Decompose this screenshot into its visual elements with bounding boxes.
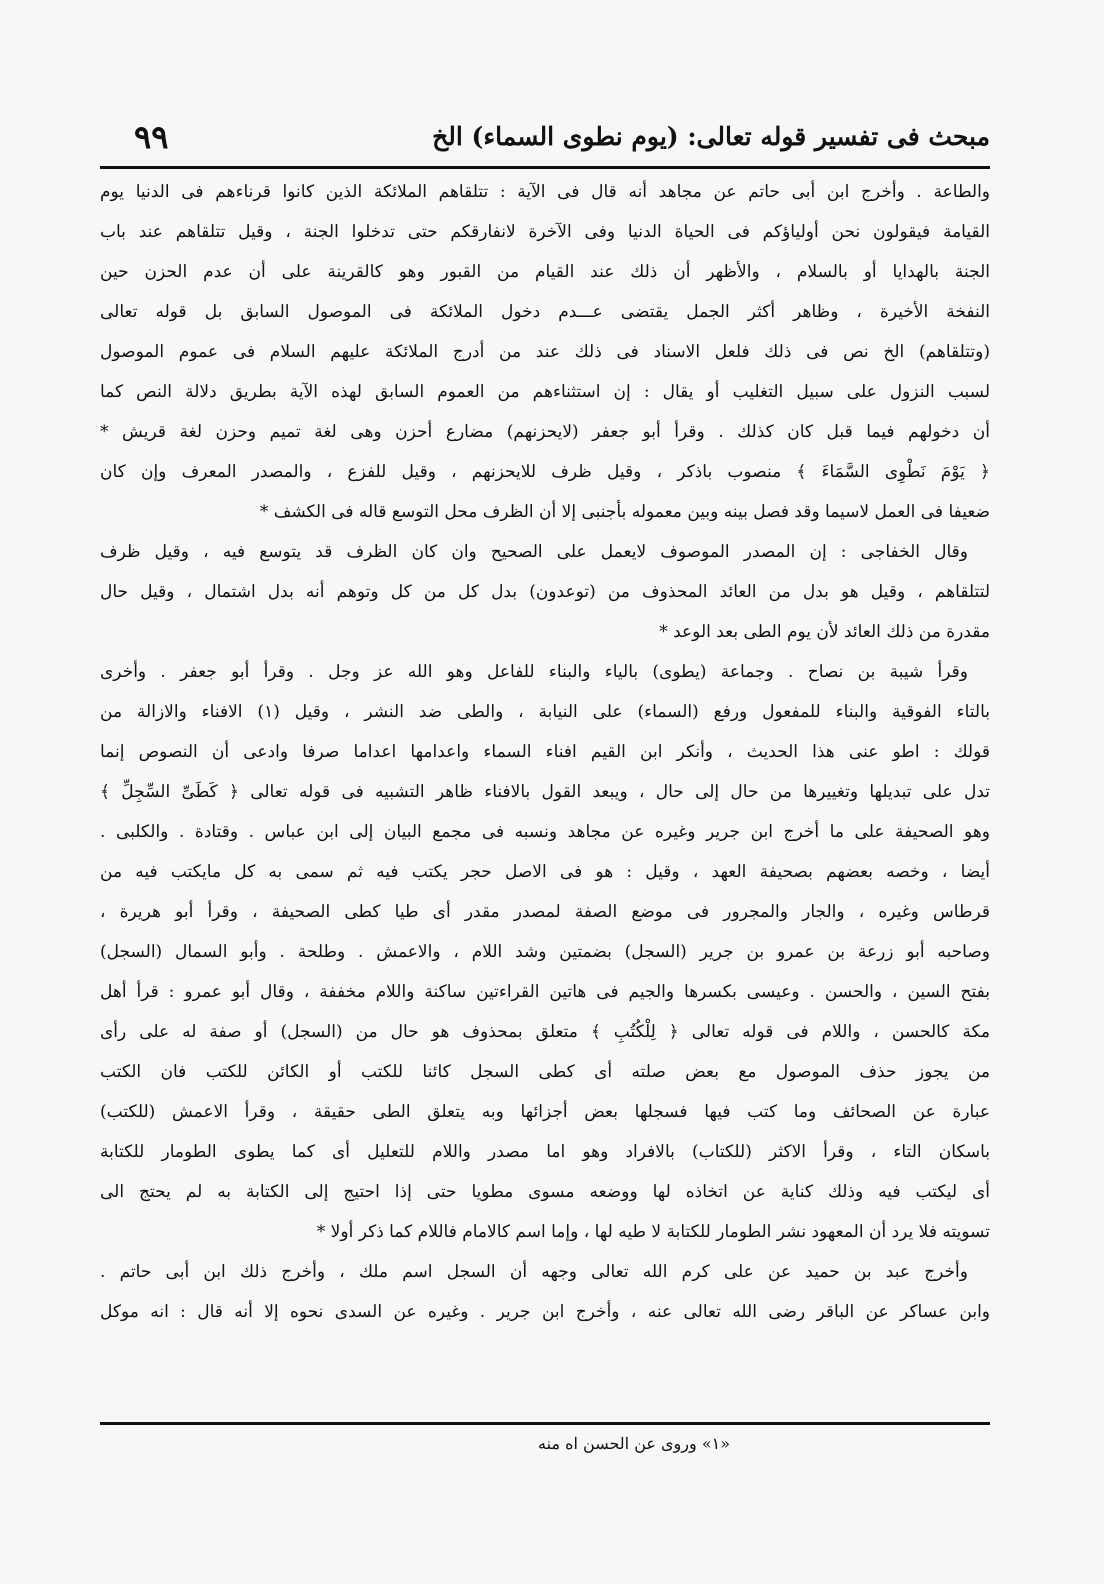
page-title: مبحث فى تفسير قوله تعالى: (يوم نطوى السماء) الخ <box>432 122 990 151</box>
text-line: مقدرة من ذلك العائد لأن يوم الطى بعد الوعد * <box>659 622 990 642</box>
text-line: تسويته فلا يرد أن المعهود نشر الطومار للكتابة لا طيه لها ، وإما اسم كالامام فاللام كما ذكر أولا * <box>316 1222 990 1242</box>
page-header <box>100 118 990 162</box>
text-line: والطاعة . وأخرج ابن أبى حاتم عن مجاهد أنه قال فى الآية : تتلقاهم الملائكة الذين كانوا قرناءهم فى الدنيا يوم <box>100 182 990 202</box>
page-number: ٩٩ <box>134 118 169 156</box>
text-line: أن دخولهم فيما قبل كان كذلك . وقرأ أبو جعفر (لايحزنهم) مضارع أحزن وهى لغة تميم وحزن لغة قريش * <box>100 422 990 442</box>
text-line: مكة كالحسن ، واللام فى قوله تعالى ﴿ لِلْكُتُبِ ﴾ متعلق بمحذوف هو حال من (السجل) أو صفة له على رأى <box>100 1022 990 1042</box>
text-line: قولك : اطو عنى هذا الحديث ، وأنكر ابن القيم افناء السماء واعدامها اعداما صرفا وادعى أن النصوص إنما <box>100 742 990 762</box>
text-line: من يجوز حذف الموصول مع بعض صلته أى كطى السجل كائنا للكتب أو الكائن للكتب فان الكتب <box>100 1062 990 1082</box>
text-line: وابن عساكر عن الباقر رضى الله تعالى عنه ، وأخرج ابن جرير . وغيره عن السدى نحوه إلا أنه قال : انه موكل <box>100 1302 990 1322</box>
text-line: بالتاء الفوقية والبناء للمفعول ورفع (السماء) على النيابة ، والطى ضد النشر ، وقيل (١) الافناء والازالة من <box>100 702 990 722</box>
footnote-divider <box>100 1422 990 1425</box>
text-line: ﴿ يَوْمَ نَطْوِى السَّمَاءَ ﴾ منصوب باذكر ، وقيل ظرف للايحزنهم ، وقيل للفزع ، والمصدر المعرف وإن كان <box>100 462 990 482</box>
text-line: لتتلقاهم ، وقيل هو بدل من العائد المحذوف من (توعدون) بدل كل من كل وتوهم أنه بدل اشتمال ، وقيل حال <box>100 582 990 602</box>
text-line: وهو الصحيفة على ما أخرج ابن جرير وغيره عن مجاهد ونسبه فى مجمع البيان إلى ابن عباس . وقتادة . والكلبى . <box>100 822 990 842</box>
text-line: تدل على تبديلها وتغييرها من حال إلى حال ، ويبعد القول بالافناء ظاهر التشبيه فى قوله تعالى ﴿ كَطَىِّ السِّجِلِّ ﴾ <box>100 782 990 802</box>
text-line: القيامة فيقولون نحن أولياؤكم فى الحياة الدنيا وفى الآخرة لانفارقكم حتى تدخلوا الجنة ، وقيل تتلقاهم عند باب <box>100 222 990 242</box>
text-line: وقال الخفاجى : إن المصدر الموصوف لايعمل على الصحيح وان كان الظرف قد يتوسع فيه ، وقيل ظرف <box>100 542 968 562</box>
text-line: النفخة الأخيرة ، وظاهر أكثر الجمل يقتضى عـــدم دخول الملائكة فى الموصول السابق بل قوله تعالى <box>100 302 990 322</box>
text-line: الجنة بالهدايا أو بالسلام ، والأظهر أن ذلك عند القيام من القبور وهو كالقرينة على أن عدم الحزن حين <box>100 262 990 282</box>
text-line: باسكان التاء ، وقرأ الاكثر (للكتاب) بالافراد وهو اما مصدر واللام للتعليل أى كما يطوى الطومار للكتابة <box>100 1142 990 1162</box>
page-body <box>100 172 990 1332</box>
text-line: (وتتلقاهم) الخ نص فى ذلك فلعل الاسناد فى ذلك عند من أدرج الملائكة عليهم السلام فى عموم الموصول <box>100 342 990 362</box>
text-line: بفتح السين ، والحسن . وعيسى بكسرها والجيم فى هاتين القراءتين ساكنة واللام مخففة ، وقال أبو عمرو : قرأ أهل <box>100 982 990 1002</box>
text-line: ضعيفا فى العمل لاسيما وقد فصل بينه وبين معموله بأجنبى إلا أن الظرف محل التوسع قاله فى الكشف * <box>259 502 990 522</box>
text-line: لسبب النزول على سبيل التغليب أو يقال : إن استثناءهم من العموم السابق لهذه الآية بطريق دلالة النص كما <box>100 382 990 402</box>
text-line: وصاحبه أبو زرعة بن عمرو بن جرير (السجل) بضمتين وشد اللام ، والاعمش . وطلحة . وأبو السمال (السجل) <box>100 942 990 962</box>
text-line: عبارة عن الصحائف وما كتب فيها فسجلها بعض أجزائها وبه يتعلق الطى حقيقة ، وقرأ الاعمش (للكتب) <box>100 1102 990 1122</box>
text-line: وقرأ شيبة بن نصاح . وجماعة (يطوى) بالياء والبناء للفاعل وهو الله عز وجل . وقرأ أبو جعفر . وأخرى <box>100 662 968 682</box>
footnote: «١» وروى عن الحسن اه منه <box>538 1434 730 1453</box>
text-line: وأخرج عبد بن حميد عن على كرم الله تعالى وجهه أن السجل اسم ملك ، وأخرج ذلك ابن أبى حاتم . <box>100 1262 968 1282</box>
text-line: أيضا ، وخصه بعضهم بصحيفة العهد ، وقيل : هو فى الاصل حجر يكتب فيه ثم سمى به كل مايكتب فيه من <box>100 862 990 882</box>
text-line: قرطاس وغيره ، والجار والمجرور فى موضع الصفة لمصدر مقدر أى طيا كطى الصحيفة ، وقرأ أبو هريرة ، <box>100 902 990 922</box>
header-divider <box>100 166 990 169</box>
text-line: أى ليكتب فيه وذلك كناية عن اتخاذه لها ووضعه مسوى مطويا حتى إذا احتيج إلى الكتابة به لم يحتج الى <box>100 1182 990 1202</box>
